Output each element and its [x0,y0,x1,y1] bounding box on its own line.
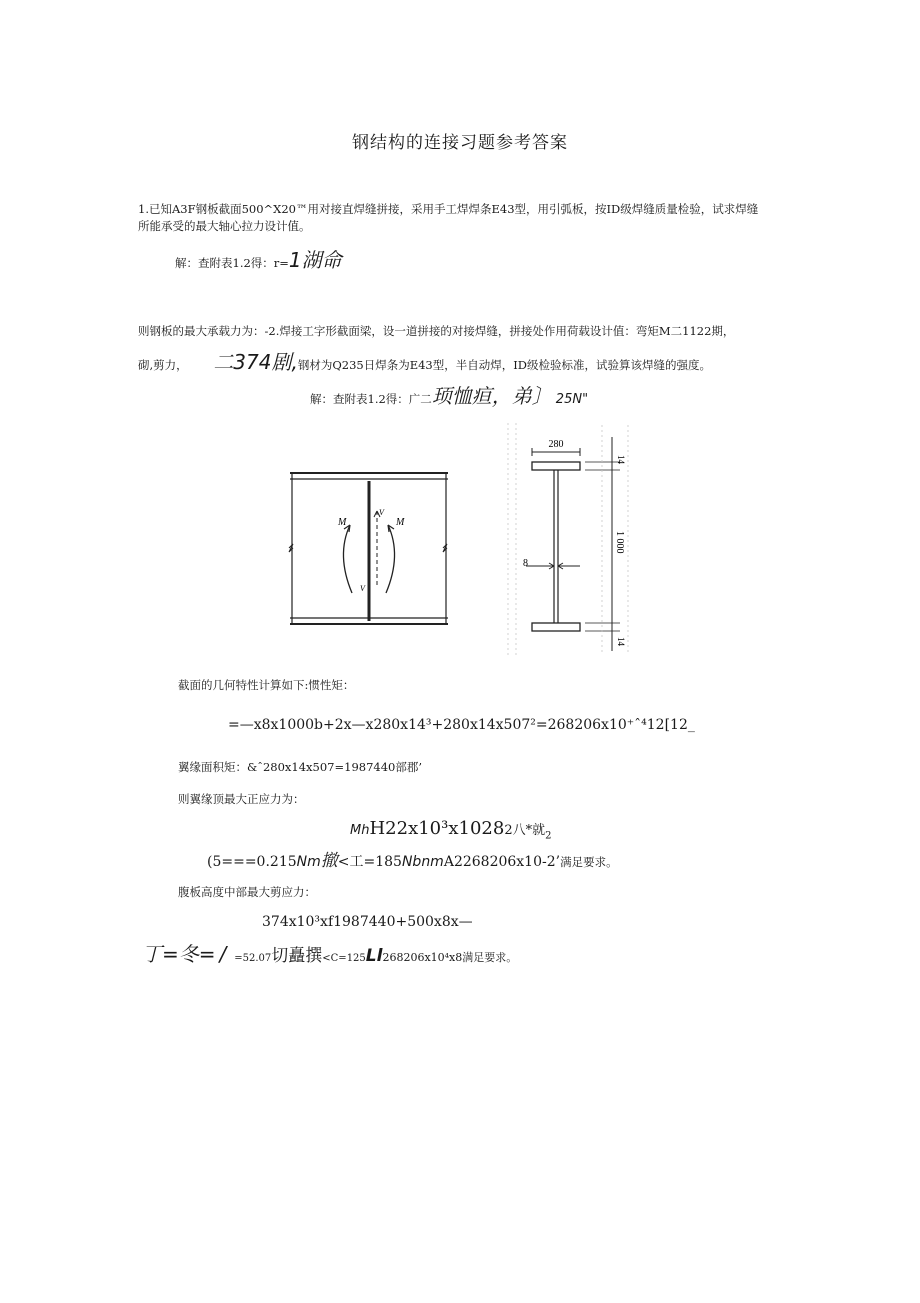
problem1-line2: 所能承受的最大轴心拉力设计值。 [138,219,311,233]
stress-hand1: 撤 [320,851,338,871]
shear-hand2: Ll [365,946,383,966]
web-thickness-label: 8 [523,558,528,569]
stress-line1-tail: 2八*就 [504,823,546,838]
beam-figure [280,415,650,665]
stress-formula-line2 [207,846,618,871]
stress-unit1: Nm [296,854,321,870]
stress-mh: Mh [350,823,370,838]
i-section-diagram [508,423,628,655]
moment-label-left: M [338,517,347,528]
flange-width-label: 280 [548,439,564,450]
page-title: 钢结构的连接习题参考答案 [352,133,568,153]
stress-unit2: Nbnm [401,854,444,870]
flange-stress-heading: 则翼缘顶最大正应力为： [178,792,305,806]
shear-label-bottom: V [360,584,365,593]
problem2-shear-handwriting: 二374剧, [213,350,298,374]
stress-limit: <工=185 [337,854,402,870]
shear-value: =52.07 [234,953,272,964]
inertia-formula: =—x8x1000b+2x—x280x14³+280x14x507²=268206x10⁺ˆ⁴12[12_ [228,717,695,733]
problem1-line1: 1.已知A3F钢板截面500^X20™用对接直焊缝拼接，采用手工焊焊条E43型，用引弧板，按ID级焊缝质量检验，试求焊缝 [138,202,759,216]
moment-label-right: M [396,517,405,528]
problem1-solution-handwriting: 1湖命 [288,248,342,272]
problem2-solution-handwriting: 顼恤疸，弟〕 [431,384,552,408]
flange-thickness-top-label: 14 [616,455,626,464]
stress-denominator: A2268206x10-2’ [443,854,561,870]
web-height-label: 1 000 [614,531,625,554]
shear-label-top: V [379,508,384,517]
shear-formula-line1: 374x10³xf1987440+500x8x— [262,914,473,930]
problem2-solution-tail: 25N" [555,392,589,407]
problem1-solution [175,248,342,272]
shear-heading: 腹板高度中部最大剪应力： [178,885,316,899]
flange-thickness-bottom-label: 14 [616,637,626,646]
shear-formula-line2 [142,938,517,967]
shear-limit: <C=125 [322,953,366,964]
problem2-solution-prefix: 解：查附表1.2得：广二 [310,392,432,406]
shear-hand: 切矗撰 [271,946,323,966]
shear-slash: / [219,942,227,966]
problem1-solution-prefix: 解：查附表1.2得：r= [175,256,289,270]
stress-formula-line1 [350,818,551,842]
shear-denominator: 268206x10⁴x8满足要求。 [382,951,518,964]
stress-line1-sub: 2 [545,830,552,842]
stress-numerator: H22x10³x1028 [369,818,505,839]
problem2-solution [310,384,589,408]
shear-tau: 丁=冬= [142,942,216,966]
beam-elevation-diagram [289,473,448,624]
flange-area-moment: 翼缘面积矩：&ˆ280x14x507=1987440部郡’ [178,760,422,774]
problem2-line2-end: 钢材为Q235日焊条为E43型，半自动焊，ID级检验标准，试验算该焊缝的强度。 [297,358,712,372]
problem2-line2-start: 砌,剪力， [138,358,188,372]
stress-sigma: (5===0.215 [207,854,297,870]
problem2-line2 [138,350,712,374]
geometry-heading: 截面的几何特性计算如下:惯性矩： [178,678,355,692]
problem2-line1: 则钢板的最大承载力为：-2.焊接工字形截面梁，设一道拼接的对接焊缝，拼接处作用荷载设计值：弯矩M二1122期， [138,324,735,338]
stress-satisfied: 满足要求。 [560,855,618,869]
